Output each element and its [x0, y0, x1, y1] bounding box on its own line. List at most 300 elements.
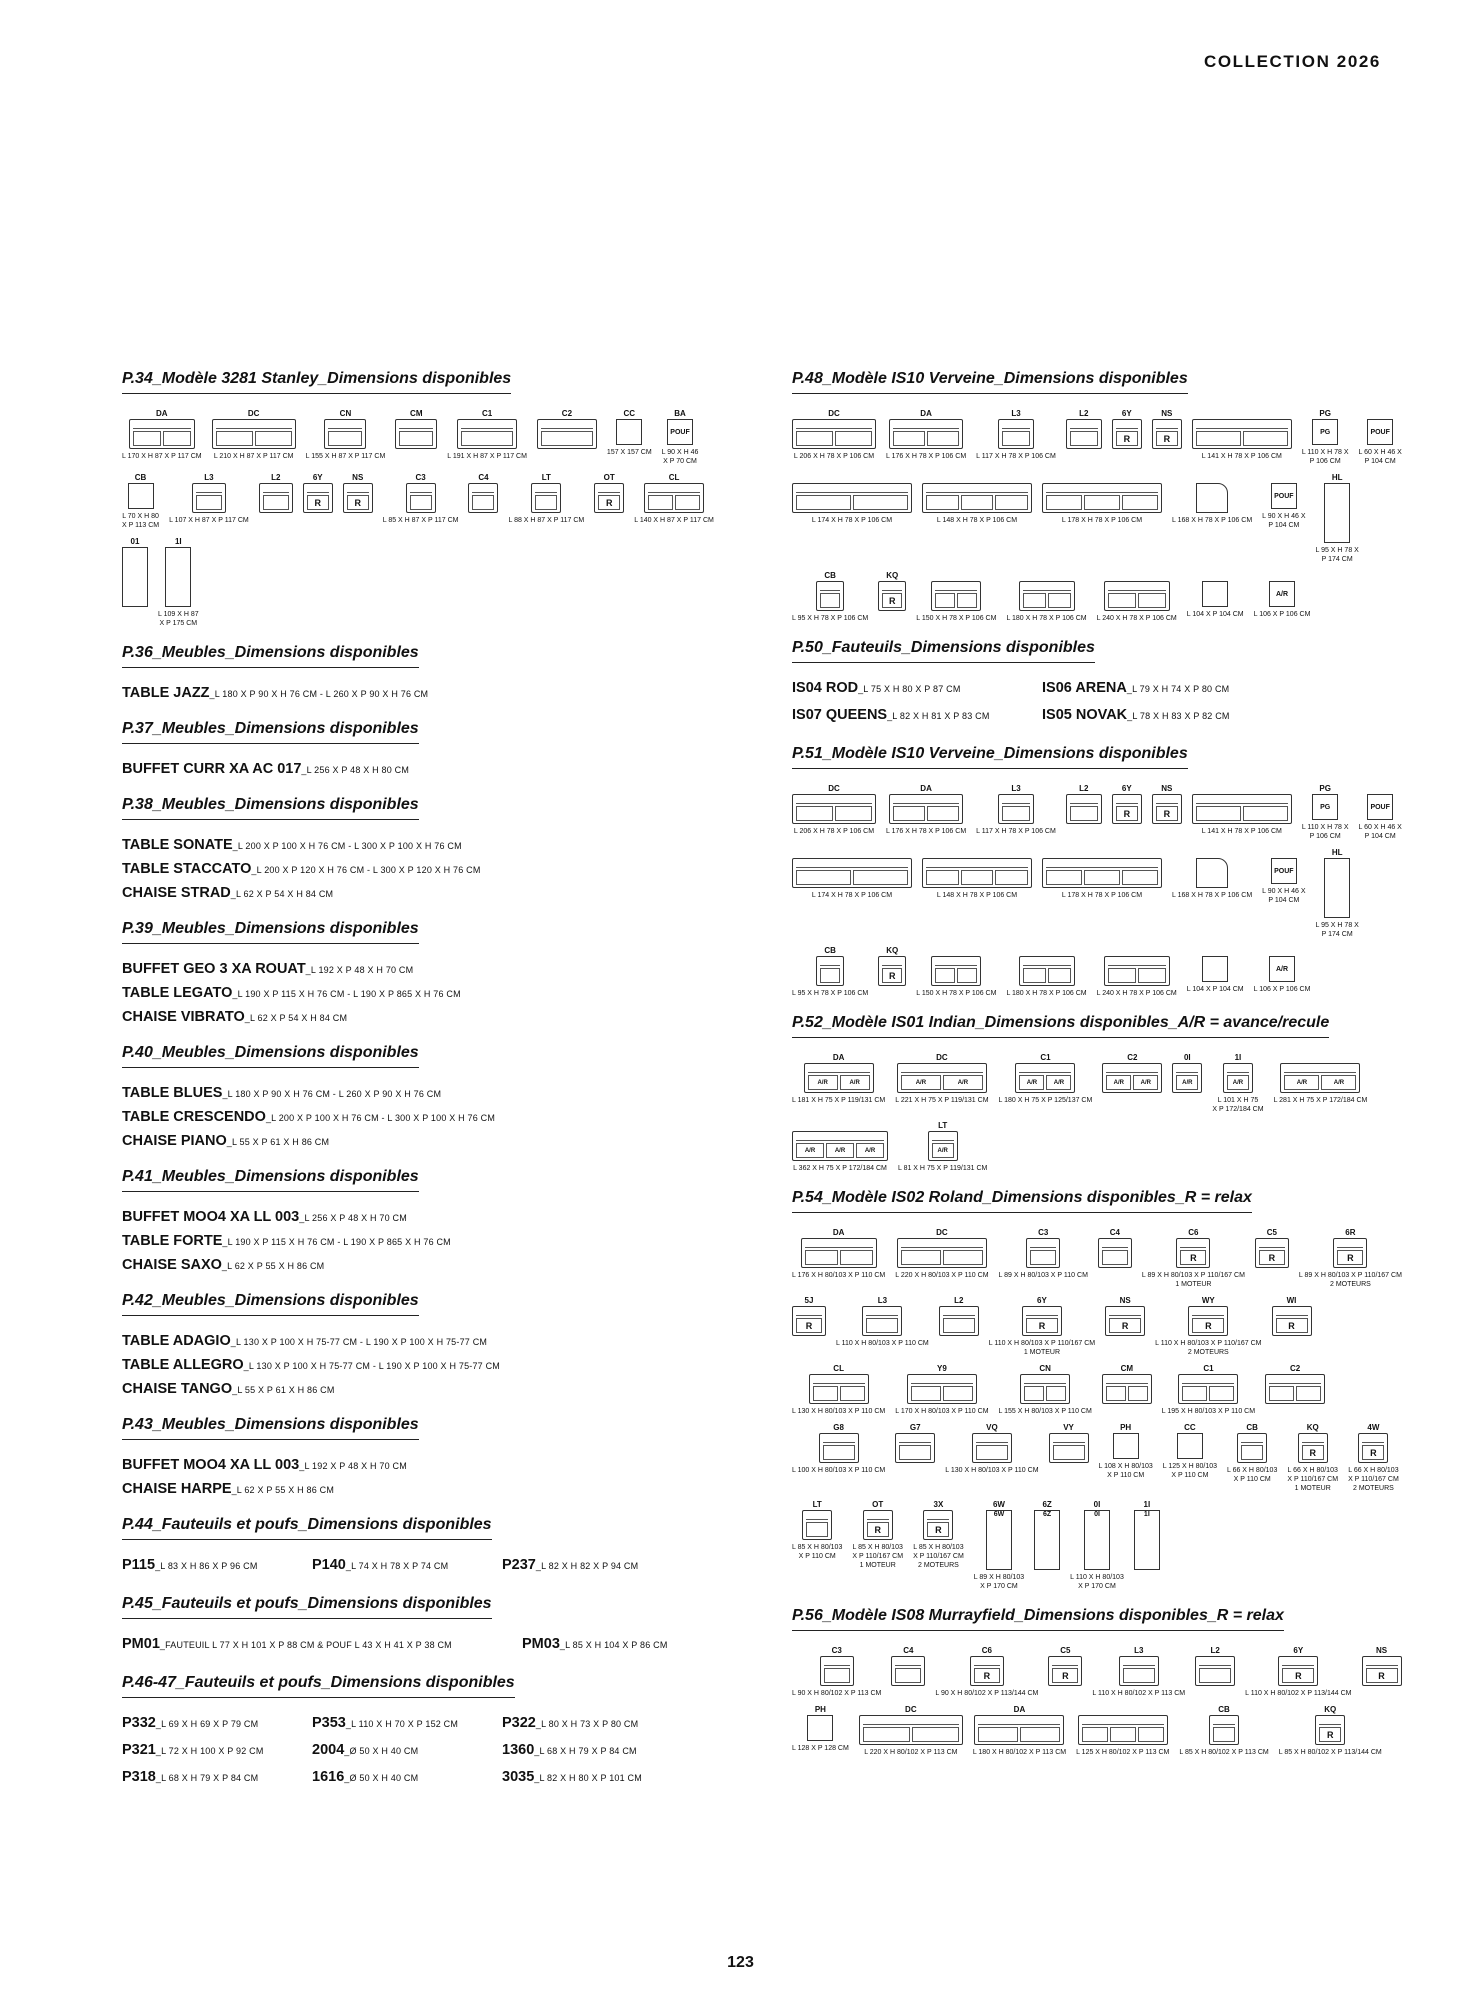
sofa-icon: [792, 794, 876, 824]
sofa-icon: [343, 483, 373, 513]
sofa-seats: [1337, 1248, 1363, 1267]
armchair-icon: [1177, 1433, 1203, 1459]
seat-cushion: [1024, 1386, 1044, 1401]
section-p51: [792, 745, 1402, 998]
module: [792, 847, 912, 900]
product-line: [312, 1767, 502, 1788]
module-code: 1I: [174, 537, 182, 546]
module-code: HL: [1331, 848, 1343, 857]
sofa-back: [824, 1657, 850, 1666]
sofa-icon: [1019, 581, 1075, 611]
sofa-seats: [935, 591, 977, 610]
section-p48: [792, 370, 1402, 623]
sofa-back: [1276, 1307, 1308, 1316]
sofa-seats: [1019, 1073, 1071, 1092]
seat-cushion: [796, 806, 833, 821]
seat-cushion: [1199, 1668, 1231, 1683]
seat-cushion: [840, 1250, 873, 1265]
module-drawing: [457, 419, 517, 449]
sofa-icon: [1315, 1715, 1345, 1745]
module: [1070, 1499, 1124, 1591]
seat-cushion: [895, 1668, 921, 1683]
module-dimensions: L 191 X H 87 X P 117 CM: [447, 453, 527, 460]
module-code: NS: [1161, 784, 1173, 793]
module-drawing: [1324, 483, 1350, 543]
module-drawing: [970, 1656, 1004, 1686]
sofa-icon: [878, 581, 906, 611]
product-dims: _L 110 X H 70 X P 152 CM: [345, 1719, 459, 1729]
product-name: BUFFET GEO 3 XA ROUAT: [122, 961, 306, 977]
seat-cushion: [866, 1318, 898, 1333]
module-diagram: [792, 1645, 1402, 1757]
module-code: DA: [832, 1228, 845, 1237]
module: [922, 847, 1032, 900]
module-dimensions: L 150 X H 78 X P 106 CM: [916, 990, 997, 997]
product-name: IS05 NOVAK: [1042, 707, 1128, 723]
module-drawing: [1272, 1306, 1312, 1336]
module-code: L3: [877, 1296, 888, 1305]
seat-cushion: [1070, 806, 1098, 821]
sofa-icon: [406, 483, 436, 513]
module: [916, 570, 996, 623]
module: [395, 408, 437, 449]
product-name: PM03: [522, 1636, 560, 1652]
sofa-back: [1116, 795, 1138, 804]
seat-cushion: [1138, 593, 1166, 608]
sofa-icon: [878, 956, 906, 986]
seat-cushion: [796, 495, 851, 510]
sofa-seats: [1366, 1666, 1398, 1685]
sofa-icon: [1280, 1063, 1360, 1093]
seat-cushion: [853, 495, 908, 510]
module: [1359, 408, 1402, 466]
module-code: 6Y: [1121, 784, 1132, 793]
module-dimensions: L 210 X H 87 X P 117 CM: [213, 453, 294, 460]
module-dimensions: L 90 X H 46 X P 70 CM: [661, 449, 699, 465]
module-code: L2: [271, 473, 281, 482]
section-title: P.52_Modèle IS01 Indian_Dimensions disponibles_A/R = avance/recule: [792, 1014, 1329, 1038]
module: [1105, 1295, 1145, 1336]
sofa-seats: [1123, 1666, 1155, 1685]
chaise-longue-icon: 1I: [1134, 1510, 1160, 1570]
sofa-seats: [1116, 804, 1138, 823]
module-drawing: [897, 1238, 987, 1268]
module-drawing: [878, 956, 906, 986]
module-code: VY: [1063, 1423, 1074, 1432]
product-dims: _L 83 X H 86 X P 96 CM: [155, 1561, 258, 1571]
sofa-icon: [395, 419, 437, 449]
product-line: [502, 1713, 692, 1734]
sofa-seats: [1362, 1443, 1384, 1462]
module: [537, 408, 597, 449]
sofa-seats: [927, 1520, 949, 1539]
product-name: CHAISE TANGO: [122, 1381, 233, 1397]
module-drawing: [1312, 794, 1338, 820]
seat-cushion: [1108, 968, 1136, 983]
sofa-seats: [808, 1073, 870, 1092]
sofa-back: [648, 484, 700, 493]
sofa-icon: [819, 1433, 859, 1463]
module-dimensions: L 110 X H 80/103 X P 110/167 CM 2 MOTEURS: [1155, 1340, 1262, 1356]
sofa-icon: [192, 483, 226, 513]
module-drawing: [819, 1433, 859, 1463]
sofa-icon: [594, 483, 624, 513]
left-column: [122, 370, 722, 1807]
module: [1142, 1227, 1245, 1289]
module-dimensions: L 221 X H 75 X P 119/131 CM: [895, 1097, 989, 1104]
module-dimensions: L 168 X H 78 X P 106 CM: [1172, 517, 1253, 524]
module-dimensions: L 100 X H 80/103 X P 110 CM: [792, 1467, 886, 1474]
sofa-icon: [792, 419, 876, 449]
module-code: CM: [1120, 1364, 1134, 1373]
sofa-icon: [891, 1656, 925, 1686]
product-name: 3035: [502, 1769, 535, 1785]
seat-cushion: [1023, 593, 1046, 608]
module: [1227, 1422, 1277, 1484]
module: [1299, 1227, 1402, 1289]
module-dimensions: L 110 X H 80/102 X P 113/144 CM: [1245, 1690, 1352, 1697]
sofa-seats: [805, 1248, 873, 1267]
module-dimensions: L 141 X H 78 X P 106 CM: [1201, 453, 1282, 460]
module-dimensions: L 281 X H 75 X P 172/184 CM: [1273, 1097, 1368, 1104]
module-code: G8: [833, 1423, 844, 1432]
module-drawing: [1312, 419, 1338, 445]
product-dims: _L 55 X P 61 X H 86 CM: [232, 1385, 335, 1395]
seat-cushion: [1048, 593, 1071, 608]
sofa-back: [796, 859, 908, 868]
module: [306, 408, 386, 461]
sofa-back: [1180, 1239, 1206, 1248]
sofa-back: [974, 1657, 1000, 1666]
product-dims: _L 200 X P 100 X H 76 CM - L 300 X P 100 X H 76 CM: [265, 1113, 496, 1123]
sofa-icon: [259, 483, 293, 513]
sofa-icon: [457, 419, 517, 449]
sofa-back: [1002, 795, 1030, 804]
module-drawing: [1084, 1510, 1110, 1570]
product-line: [122, 1555, 312, 1576]
sofa-seats: [796, 1316, 822, 1335]
module-code: L2: [1079, 784, 1089, 793]
seat-cushion: [1209, 1386, 1234, 1401]
sofa-seats: [796, 868, 908, 887]
module-dimensions: L 104 X P 104 CM: [1186, 611, 1244, 618]
module: [1195, 1645, 1235, 1686]
module-drawing: [816, 581, 844, 611]
sofa-back: [1070, 420, 1098, 429]
sofa-back: [1199, 1657, 1231, 1666]
sofa-seats: [1276, 1316, 1308, 1335]
module-drawing: [1152, 419, 1182, 449]
section-title: P.44_Fauteuils et poufs_Dimensions disponibles: [122, 1516, 492, 1540]
sofa-icon: [1020, 1374, 1070, 1404]
module-dimensions: L 89 X H 80/103 X P 110/167 CM 2 MOTEURS: [1298, 1272, 1402, 1288]
module-drawing: [644, 483, 704, 513]
seat-cushion: R: [927, 1522, 949, 1537]
module-drawing: [939, 1306, 979, 1336]
module-dimensions: L 101 X H 75 X P 172/184 CM: [1212, 1097, 1264, 1113]
module-dimensions: L 104 X P 104 CM: [1186, 986, 1244, 993]
seat-cushion: R: [867, 1522, 889, 1537]
seat-cushion: [1070, 431, 1098, 446]
seat-cushion: [957, 968, 977, 983]
sofa-icon: [1362, 1656, 1402, 1686]
module-code: CB: [824, 571, 836, 580]
sofa-icon: [1192, 794, 1292, 824]
module: [891, 1645, 925, 1686]
seat-cushion: [1110, 1727, 1136, 1742]
module-dimensions: L 155 X H 80/103 X P 110 CM: [998, 1408, 1092, 1415]
sofa-icon: [974, 1715, 1064, 1745]
sofa-icon: [862, 1306, 902, 1336]
module: [343, 472, 373, 513]
module-drawing: [1367, 419, 1393, 445]
sofa-seats: [461, 429, 513, 448]
sofa-seats: [1156, 429, 1178, 448]
sofa-back: [1108, 582, 1166, 591]
module-dimensions: L 180 X H 78 X P 106 CM: [1006, 615, 1087, 622]
module: [973, 1704, 1066, 1757]
module-dimensions: L 110 X H 78 X P 106 CM: [1301, 824, 1349, 840]
sofa-seats: [899, 1443, 931, 1462]
sofa-icon: [804, 1063, 874, 1093]
module: [1152, 408, 1182, 449]
sofa-back: [926, 859, 1028, 868]
module: [1155, 1295, 1261, 1357]
module-drawing: [1048, 1656, 1082, 1686]
seat-cushion: R: [882, 968, 902, 983]
seat-cushion: R: [1259, 1250, 1285, 1265]
seat-cushion: [1269, 1386, 1294, 1401]
product-name: P237: [502, 1557, 536, 1573]
sofa-icon: [1019, 956, 1075, 986]
product-name: BUFFET MOO4 XA LL 003: [122, 1457, 300, 1473]
module: [662, 408, 699, 466]
product-name: IS04 ROD: [792, 680, 859, 696]
product-dims: _Ø 50 X H 40 CM: [344, 1773, 419, 1783]
sofa-icon: [1104, 581, 1170, 611]
product-name: BUFFET CURR XA AC 017: [122, 761, 302, 777]
sofa-seats: [1023, 591, 1071, 610]
sofa-seats: [1259, 1248, 1285, 1267]
product-dims: _L 55 X P 61 X H 86 CM: [226, 1137, 330, 1147]
sofa-seats: [1108, 591, 1166, 610]
sofa-back: [895, 1657, 921, 1666]
sofa-seats: [813, 1384, 865, 1403]
product-name: CHAISE PIANO: [122, 1133, 227, 1149]
product-dims: _L 200 X P 100 X H 76 CM - L 300 X P 100 X H 76 CM: [232, 841, 462, 851]
module-drawing: [1078, 1715, 1168, 1745]
sofa-icon: [1042, 858, 1162, 888]
armchair-icon: [1113, 1433, 1139, 1459]
sofa-icon: [970, 1656, 1004, 1686]
module-code: C4: [903, 1646, 914, 1655]
sofa-icon: [895, 1433, 935, 1463]
sofa-back: [820, 582, 840, 591]
product-dims: _L 62 X P 55 X H 86 CM: [221, 1261, 325, 1271]
sofa-seats: [796, 493, 908, 512]
module-code: C2: [1289, 1364, 1301, 1373]
sofa-seats: [978, 1725, 1060, 1744]
sofa-back: [1109, 1307, 1141, 1316]
product-dims: _L 69 X H 69 X P 79 CM: [155, 1719, 259, 1729]
pouf-icon: POUF: [1271, 858, 1297, 884]
sofa-seats: [1302, 1443, 1324, 1462]
product-row: [122, 1737, 722, 1764]
armchair-icon: PG: [1312, 794, 1338, 820]
sofa-seats: [820, 966, 840, 985]
module-code: 0I: [1183, 1053, 1191, 1062]
module-drawing: [395, 419, 437, 449]
seat-cushion: [935, 593, 955, 608]
seat-cushion: [1084, 870, 1120, 885]
sofa-back: [1082, 1716, 1164, 1725]
module-code: WI: [1286, 1296, 1297, 1305]
module: [1006, 945, 1086, 998]
module-dimensions: L 106 X P 106 CM: [1253, 611, 1311, 618]
module-drawing: [1102, 1063, 1162, 1093]
module-dimensions: L 89 X H 80/103 X P 110 CM: [998, 1272, 1088, 1279]
module-drawing: [1022, 1306, 1062, 1336]
sofa-back: [935, 582, 977, 591]
sofa-back: [133, 420, 191, 429]
product-dims: _L 74 X H 78 X P 74 CM: [345, 1561, 449, 1571]
module: [259, 472, 293, 513]
sofa-icon: [792, 858, 912, 888]
module: [898, 1120, 987, 1173]
sofa-seats: [196, 493, 222, 512]
sofa-back: [1046, 484, 1158, 493]
module-dimensions: L 88 X H 87 X P 117 CM: [508, 517, 585, 524]
sofa-back: [1024, 1375, 1066, 1384]
module-code: 5J: [804, 1296, 814, 1305]
product-line: [792, 705, 1042, 726]
seat-cushion: [926, 495, 959, 510]
section-stanley: [122, 370, 722, 628]
module-dimensions: L 176 X H 78 X P 106 CM: [886, 828, 967, 835]
product-dims: _L 180 X P 90 X H 76 CM - L 260 X P 90 X H 76 CM: [222, 1089, 442, 1099]
sofa-seats: [1106, 1384, 1148, 1403]
seat-cushion: [901, 1250, 941, 1265]
sofa-icon: [820, 1656, 854, 1686]
module-drawing: [974, 1715, 1064, 1745]
module-code: DC: [828, 409, 840, 418]
sofa-seats: [1182, 1384, 1234, 1403]
seat-cushion: [1106, 1386, 1126, 1401]
section-p40: [122, 1044, 722, 1152]
module-dimensions: L 174 X H 78 X P 106 CM: [811, 892, 893, 899]
module-code: OT: [603, 473, 615, 482]
chaise-longue-icon: 6W: [986, 1510, 1012, 1570]
module-code: 6Z: [1042, 1500, 1052, 1509]
module: [468, 472, 498, 513]
seat-cushion: [133, 431, 161, 446]
sofa-seats: [796, 1141, 884, 1160]
seat-cushion: [1138, 1727, 1164, 1742]
module-dimensions: L 117 X H 78 X P 106 CM: [976, 453, 1056, 460]
module-code: WY: [1201, 1296, 1215, 1305]
module-code: BA: [674, 409, 686, 418]
section-title: P.38_Meubles_Dimensions disponibles: [122, 796, 419, 820]
seat-cushion: [196, 495, 222, 510]
product-dims: _L 256 X P 48 X H 70 CM: [299, 1213, 407, 1223]
sofa-seats: [1070, 804, 1098, 823]
seat-cushion: [1128, 1386, 1148, 1401]
pouf-icon: POUF: [1271, 483, 1297, 509]
sofa-icon: [1049, 1433, 1089, 1463]
product-line: [122, 1131, 722, 1152]
product-name: P140: [312, 1557, 346, 1573]
module: [508, 472, 584, 525]
section-p39: [122, 920, 722, 1028]
sofa-seats: [1116, 429, 1138, 448]
sofa-back: [1123, 1657, 1155, 1666]
sofa-icon: [922, 858, 1032, 888]
section-title: P.43_Meubles_Dimensions disponibles: [122, 1416, 419, 1440]
product-line: [122, 1713, 312, 1734]
sofa-icon: [1022, 1306, 1062, 1336]
seat-cushion: A/R: [1133, 1075, 1158, 1090]
module-dimensions: L 95 X H 78 X P 174 CM: [1315, 922, 1359, 938]
module: [1192, 783, 1292, 836]
product-name: P115: [122, 1557, 156, 1573]
sofa-back: [307, 484, 329, 493]
module-drawing: [537, 419, 597, 449]
sofa-seats: [806, 1520, 828, 1539]
sofa-icon: [1255, 1238, 1289, 1268]
seat-cushion: R: [1302, 1445, 1324, 1460]
module-dimensions: L 170 X H 80/103 X P 110 CM: [895, 1408, 989, 1415]
module-dimensions: L 110 X H 80/103 X P 110/167 CM 1 MOTEUR: [988, 1340, 1096, 1356]
module-drawing: [801, 1238, 877, 1268]
sofa-back: [1102, 1239, 1128, 1248]
module: [1265, 1363, 1325, 1404]
module-code: KQ: [1306, 1423, 1319, 1432]
module: [1279, 1704, 1382, 1757]
module-drawing: [1112, 419, 1142, 449]
corner-seat-icon: [1196, 483, 1228, 513]
module-dimensions: L 170 X H 87 X P 117 CM: [122, 453, 202, 460]
module-code: 4W: [1367, 1423, 1380, 1432]
sofa-seats: [943, 1316, 975, 1335]
module-drawing: [616, 419, 642, 445]
sofa-icon: [889, 794, 963, 824]
module-drawing: [1102, 1374, 1152, 1404]
sofa-seats: [1192, 1316, 1224, 1335]
sofa-back: [911, 1375, 973, 1384]
seat-cushion: [813, 1386, 838, 1401]
module-dimensions: L 90 X H 46 X P 104 CM: [1262, 513, 1306, 529]
sofa-seats: [824, 1666, 850, 1685]
module: [1172, 1052, 1202, 1093]
seat-cushion: R: [1337, 1250, 1363, 1265]
module: [935, 1645, 1038, 1698]
sofa-back: [347, 484, 369, 493]
module-drawing: [1019, 956, 1075, 986]
section-p44: [122, 1516, 722, 1579]
module-dimensions: L 90 X H 80/102 X P 113 CM: [792, 1690, 882, 1697]
sofa-seats: [1102, 1248, 1128, 1267]
seat-cushion: R: [1319, 1727, 1341, 1742]
sofa-back: [399, 420, 433, 429]
seat-cushion: [1030, 1250, 1056, 1265]
module: [1076, 1704, 1169, 1757]
module: [1254, 945, 1311, 994]
product-line: [122, 1255, 722, 1276]
product-line: [122, 1007, 722, 1028]
sofa-icon: [324, 419, 366, 449]
module-code: C3: [831, 1646, 842, 1655]
module-drawing: [1152, 794, 1182, 824]
